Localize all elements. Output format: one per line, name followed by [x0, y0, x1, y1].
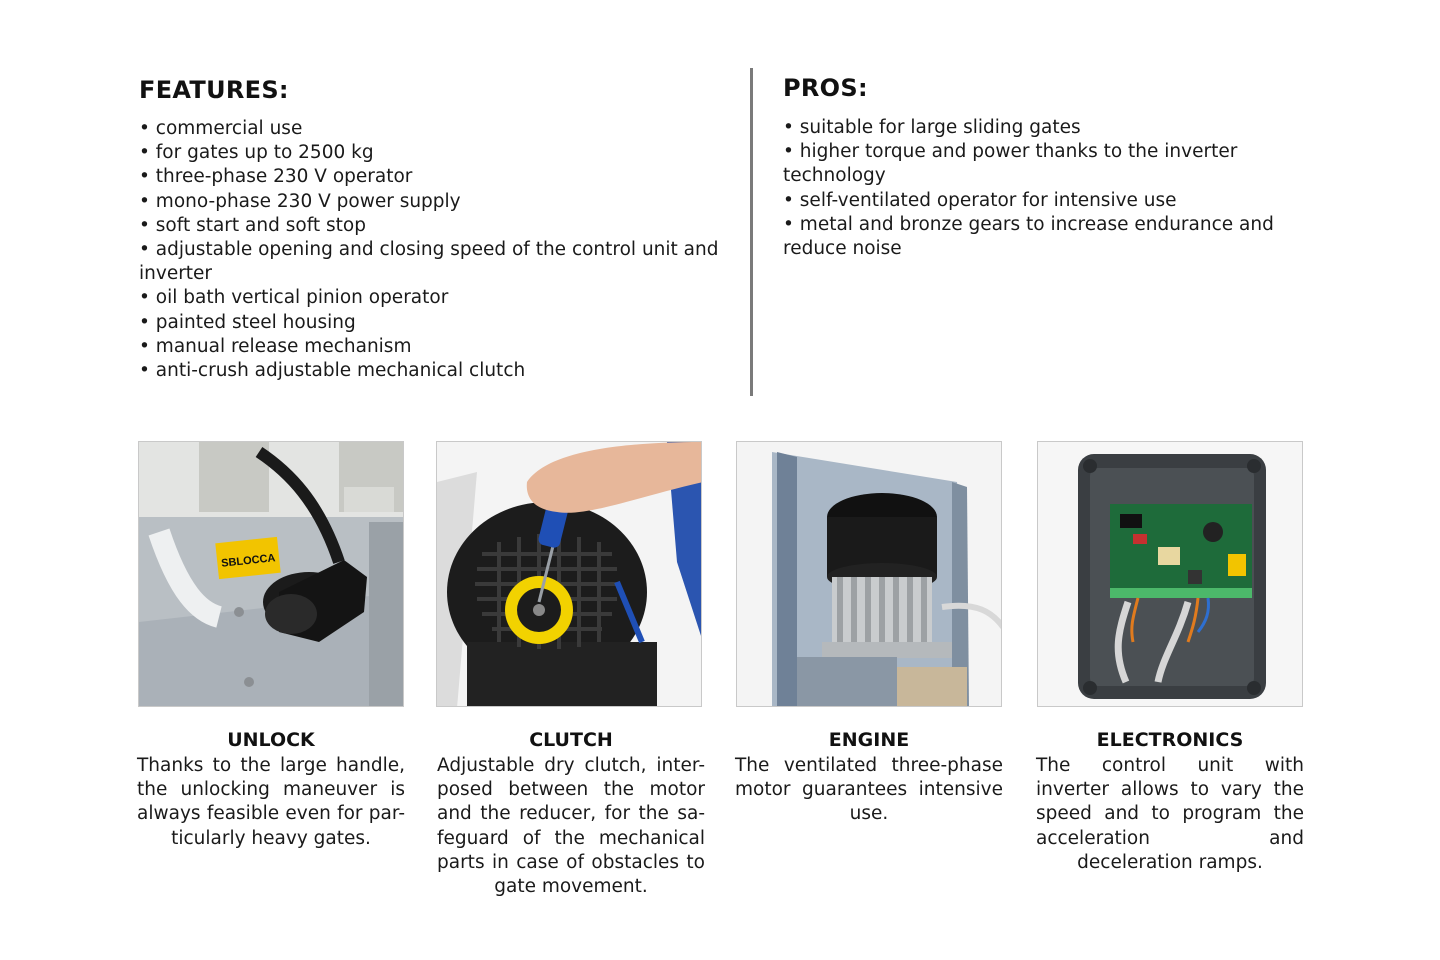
list-item: • manual release mechanism	[139, 335, 729, 359]
list-item: • suitable for large sliding gates	[783, 116, 1293, 140]
electronics-title: ELECTRONICS	[1096, 729, 1244, 751]
list-item: • painted steel housing	[139, 311, 729, 335]
pros-list	[783, 116, 1293, 261]
list-item: • higher torque and power thanks to the inverter technology	[783, 140, 1293, 188]
list-item: • mono-phase 230 V power supply	[139, 190, 729, 214]
list-item: • oil bath vertical pinion operator	[139, 286, 729, 310]
features-heading: FEATURES:	[139, 76, 289, 104]
electronics-description: The control unit with inverter allows to vary the speed and to program the acceleration and deceleration ramps.	[1036, 755, 1304, 873]
list-item: • soft start and soft stop	[139, 214, 729, 238]
list-item: • metal and bronze gears to increase endurance and reduce noise	[783, 213, 1293, 261]
unlock-description: Thanks to the large handle, the unlocking maneuver is always feasible even for par-ticularly heavy gates.	[137, 755, 405, 849]
engine-description: The ventilated three-phase motor guarantees intensive use.	[735, 755, 1003, 825]
list-item: • three-phase 230 V operator	[139, 165, 729, 189]
engine-title: ENGINE	[828, 729, 910, 751]
clutch-photo	[436, 441, 702, 707]
electronics-photo	[1037, 441, 1303, 707]
pros-heading: PROS:	[783, 74, 868, 102]
svg-text:SBLOCCA: SBLOCCA	[220, 552, 276, 570]
list-item: • commercial use	[139, 117, 729, 141]
unlock-photo	[138, 441, 404, 707]
clutch-description: Adjustable dry clutch, inter-posed between the motor and the reducer, for the sa-feguard of the mechanical parts in case of obstacles to gate movement.	[437, 755, 705, 898]
features-list	[139, 117, 729, 383]
list-item: • anti-crush adjustable mechanical clutch	[139, 359, 729, 383]
column-divider	[750, 68, 753, 396]
unlock-title: UNLOCK	[227, 729, 315, 751]
sblocca-sticker	[215, 537, 280, 579]
list-item: • self-ventilated operator for intensive use	[783, 189, 1293, 213]
engine-photo	[736, 441, 1002, 707]
list-item: • for gates up to 2500 kg	[139, 141, 729, 165]
list-item: • adjustable opening and closing speed of the control unit and inverter	[139, 238, 729, 286]
clutch-title: CLUTCH	[529, 729, 613, 751]
